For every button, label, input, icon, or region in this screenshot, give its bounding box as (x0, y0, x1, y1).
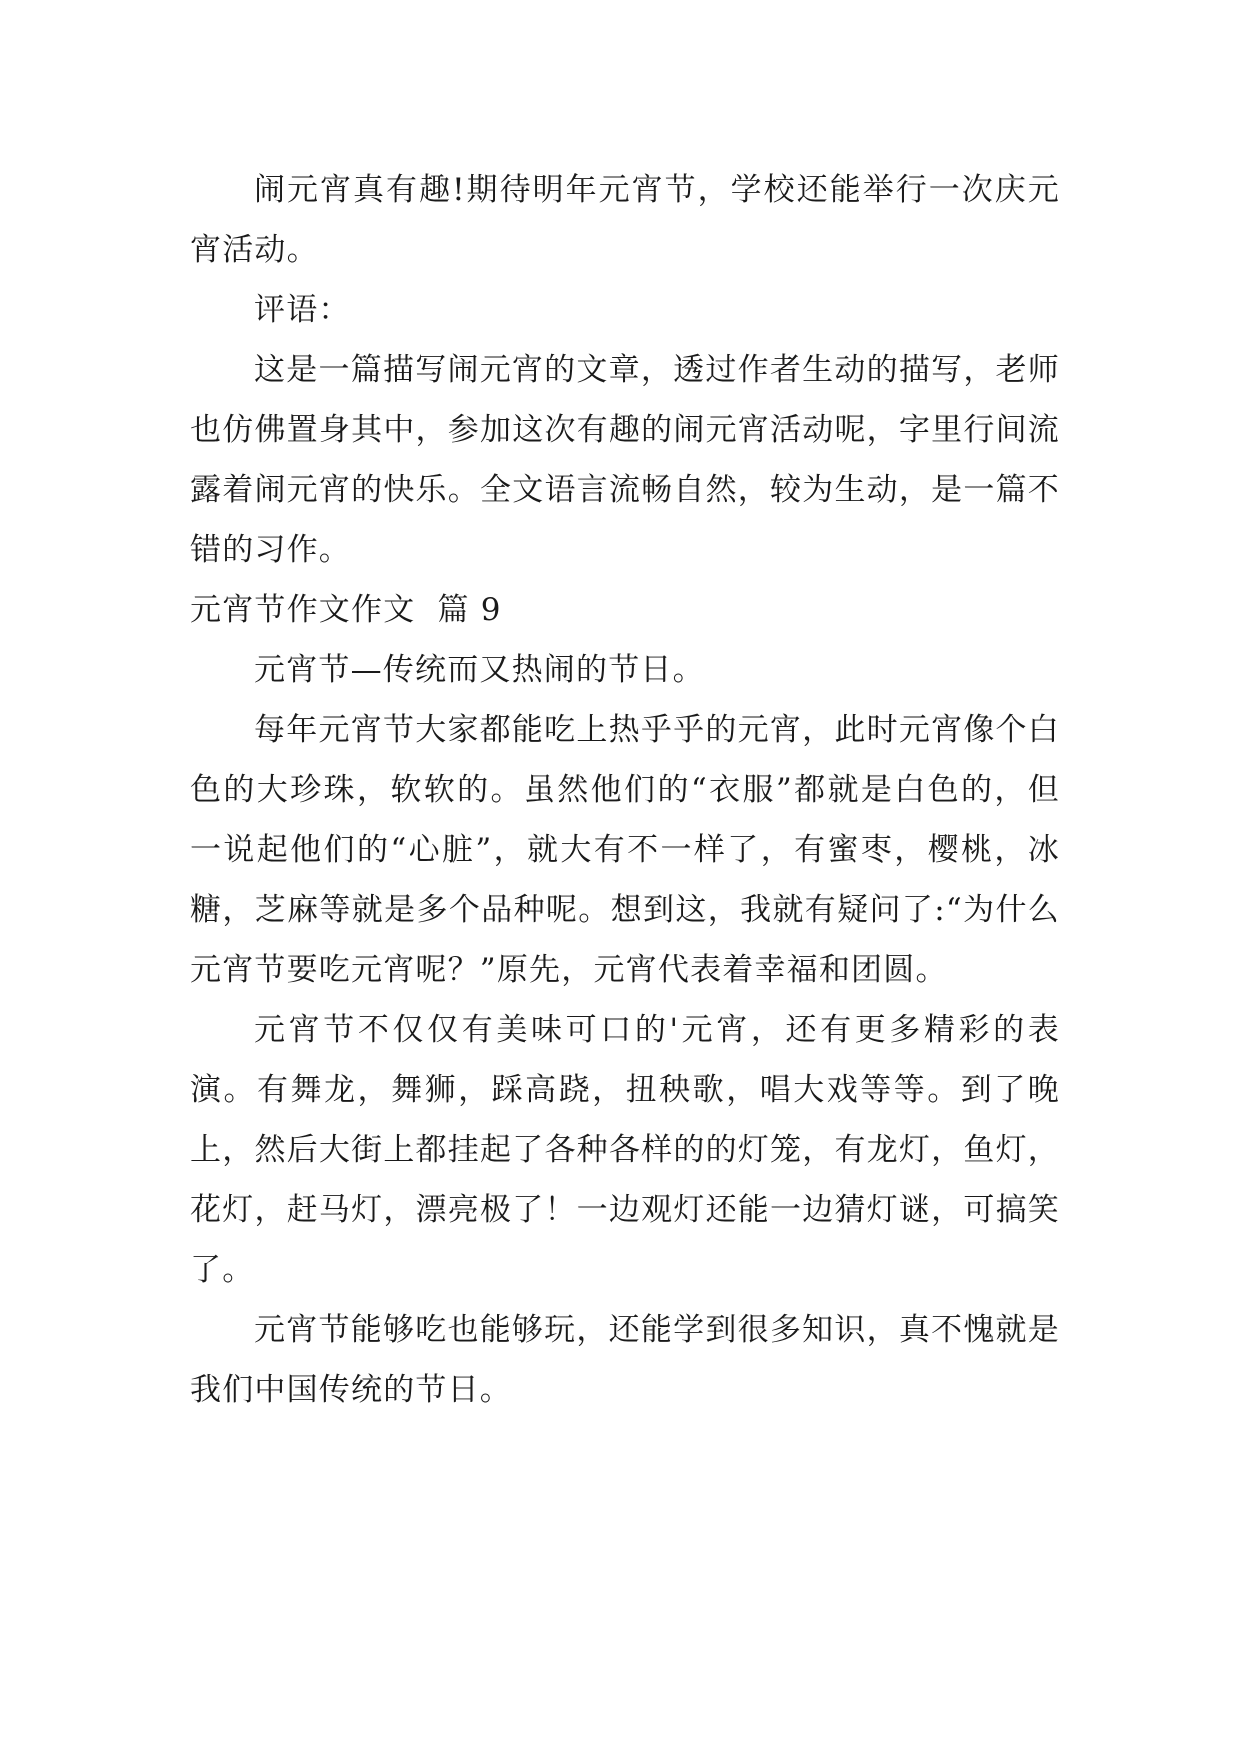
paragraph: 元宵节—传统而又热闹的节日。 (254, 652, 705, 688)
paragraph: 元宵节能够吃也能够玩，还能学到很多知识，真不愧就是我们中国传统的节日。 (190, 1312, 1060, 1408)
section-heading: 元宵节作文作文 篇 9 (190, 592, 502, 628)
paragraph: 元宵节不仅仅有美味可口的'元宵，还有更多精彩的表演。有舞龙，舞狮，踩高跷，扭秧歌，唱大戏等等。到了晚上，然后大街上都挂起了各种各样的的灯笼，有龙灯，鱼灯，花灯，赶马灯，漂亮极了！一边观灯还能一边猜灯谜，可搞笑了。 (190, 1012, 1060, 1288)
paragraph: 每年元宵节大家都能吃上热乎乎的元宵，此时元宵像个白色的大珍珠，软软的。虽然他们的“衣服”都就是白色的，但一说起他们的“心脏”，就大有不一样了，有蜜枣，樱桃，冰糖，芝麻等就是多个品种呢。想到这，我就有疑问了:“为什么元宵节要吃元宵呢？”原先，元宵代表着幸福和团圆。 (190, 712, 1060, 988)
comment-label: 评语： (254, 292, 351, 328)
paragraph: 这是一篇描写闹元宵的文章，透过作者生动的描写，老师也仿佛置身其中，参加这次有趣的闹元宵活动呢，字里行间流露着闹元宵的快乐。全文语言流畅自然，较为生动，是一篇不错的习作。 (190, 352, 1060, 568)
paragraph: 闹元宵真有趣!期待明年元宵节，学校还能举行一次庆元宵活动。 (190, 172, 1060, 268)
document-page (190, 160, 1060, 1420)
